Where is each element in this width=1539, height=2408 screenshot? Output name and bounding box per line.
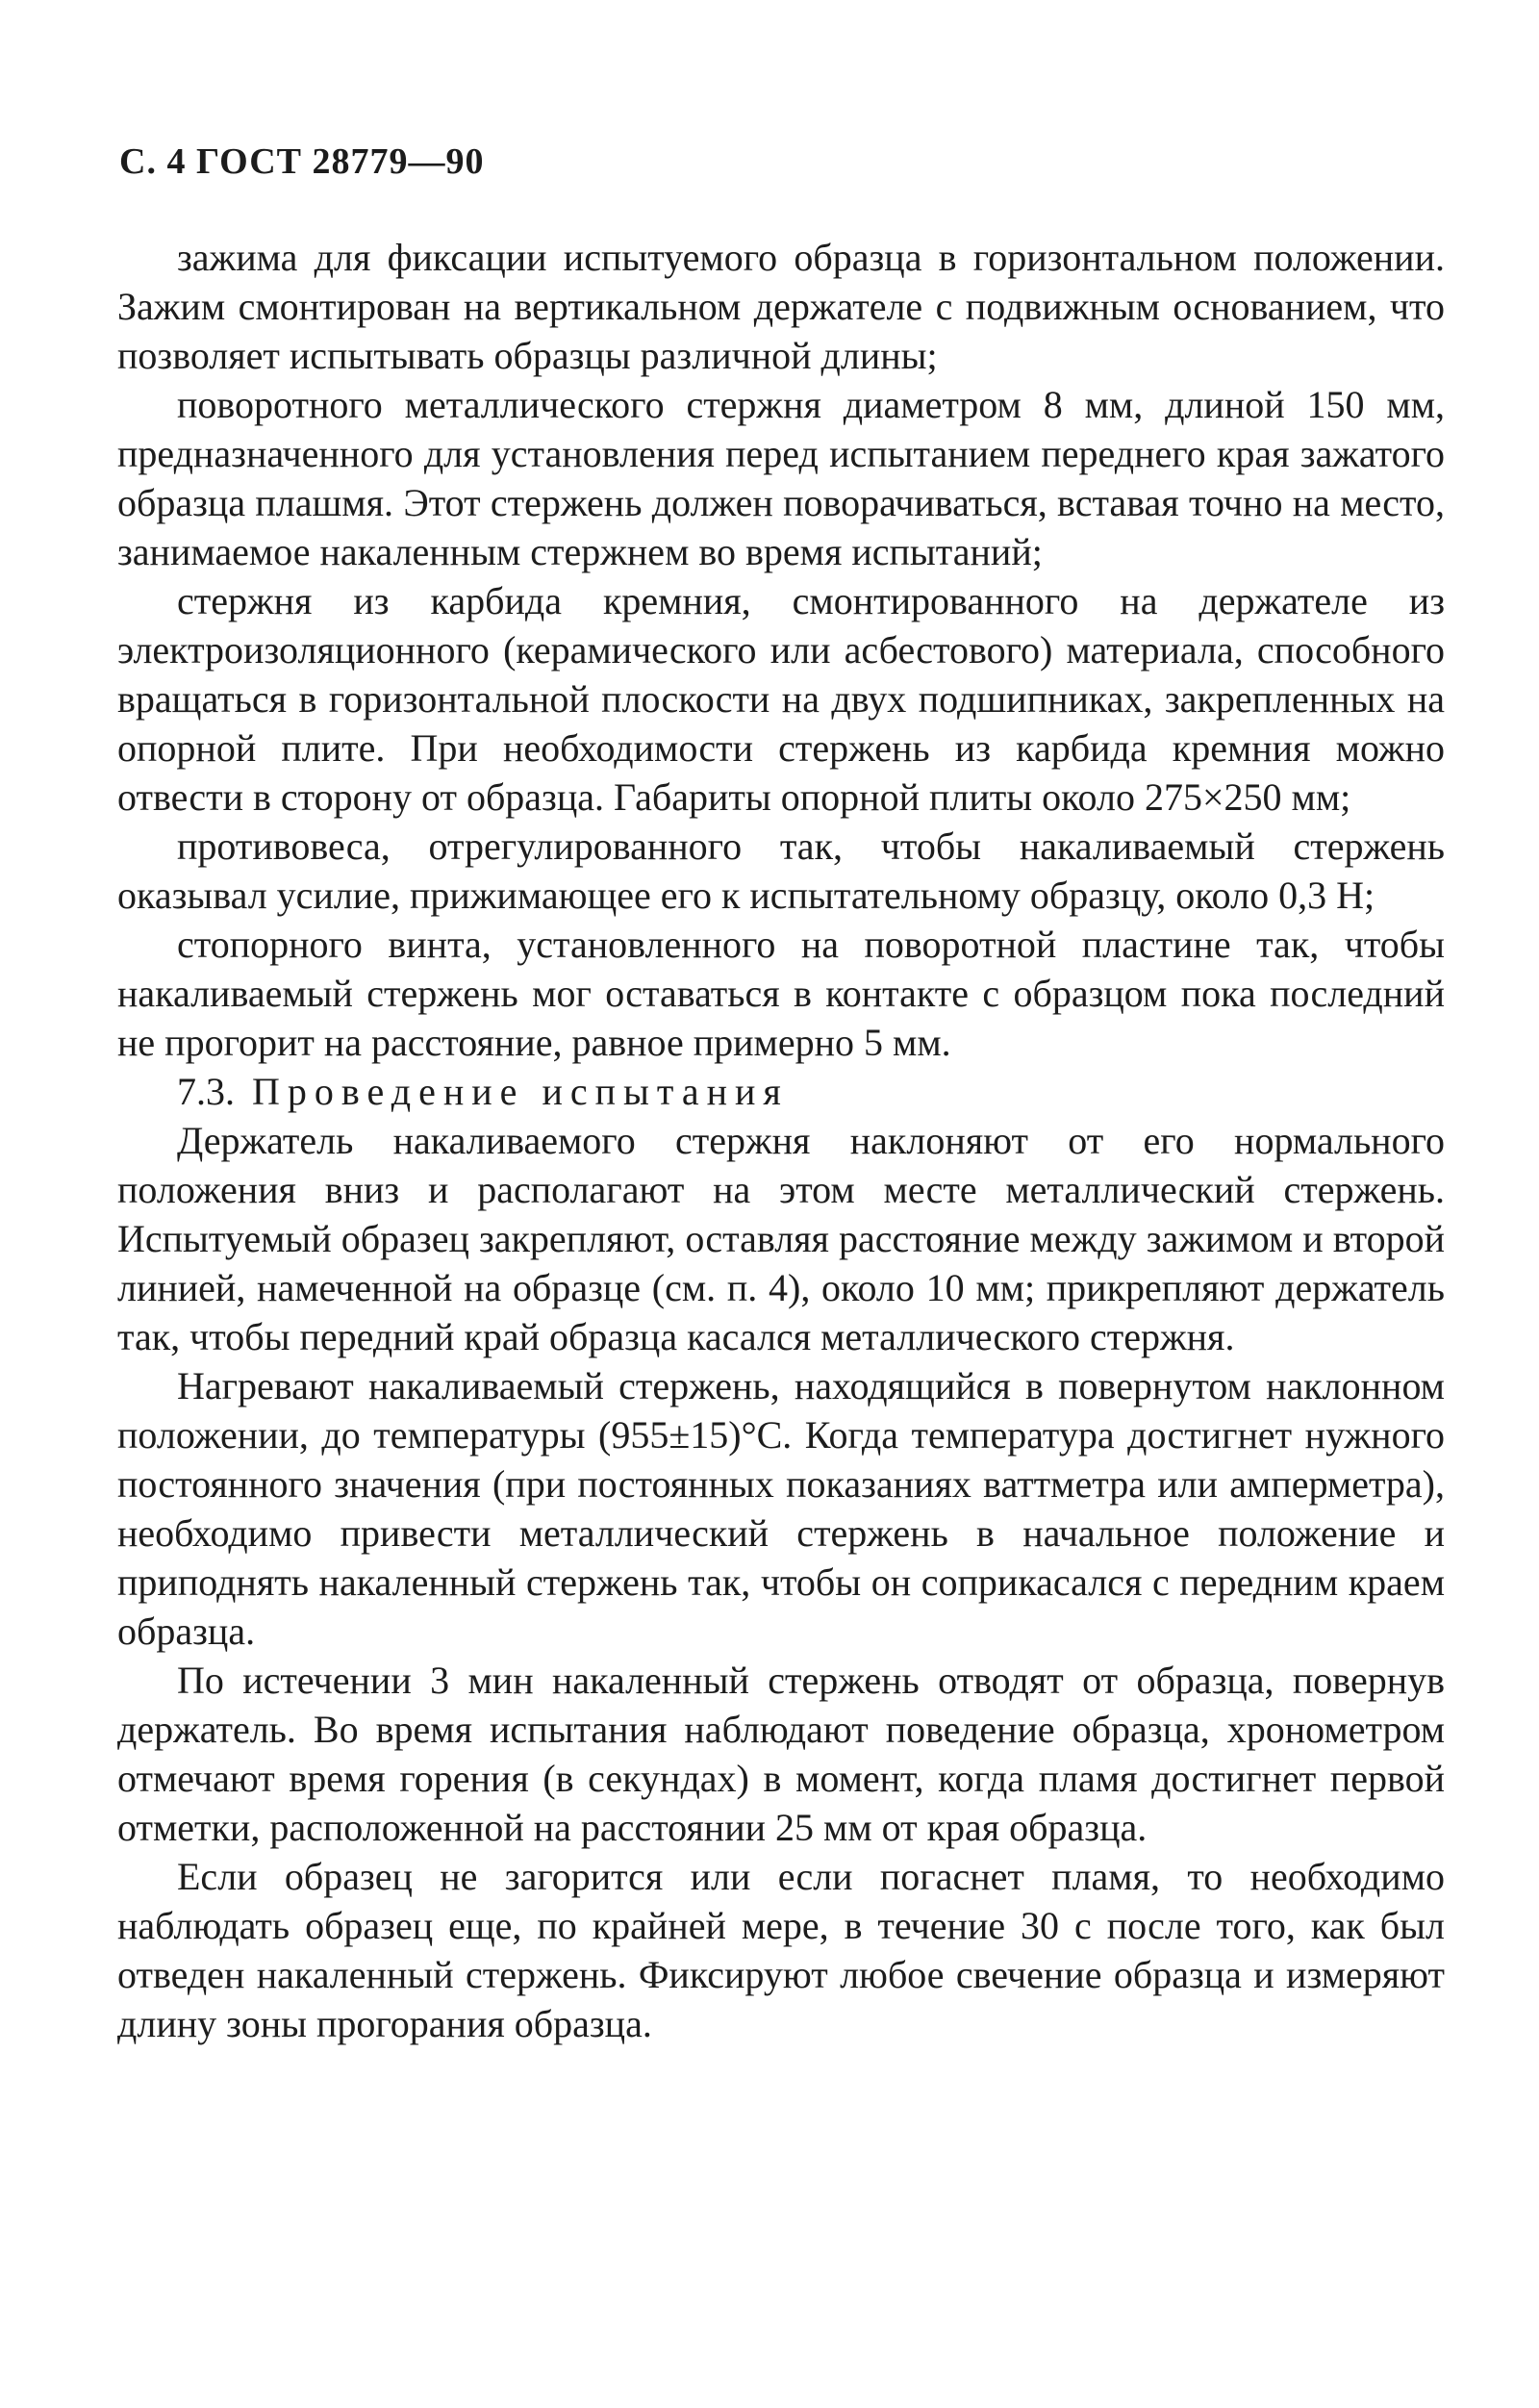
paragraph: Держатель накаливаемого стержня наклоняют от его нормального положения вниз и располагают на этом месте металлический стержень. Испытуемый образец закрепляют, оставляя расстояние между зажимом и второй линией, намеченной на образце (см. п. 4), около 10 мм; прикрепляют держатель так, чтобы передний край образца касался металлического стержня.	[117, 1119, 1445, 1358]
paragraph: Нагревают накаливаемый стержень, находящийся в повернутом наклонном положении, до температуры (955±15)°С. Когда температура достигнет нужного постоянного значения (при постоянных показаниях ваттметра или амперметра), необходимо привести металлический стержень в начальное положение и приподнять накаленный стержень так, чтобы он соприкасался с передним краем образца.	[117, 1364, 1445, 1653]
paragraph: зажима для фиксации испытуемого образца в горизонтальном положении. Зажим смонтирован на вертикальном держателе с подвижным основанием, что позволяет испытывать образцы различной длины;	[117, 236, 1445, 377]
paragraph: По истечении 3 мин накаленный стержень отводят от образца, повернув держатель. Во время испытания наблюдают поведение образца, хронометром отмечают время горения (в секундах) в момент, когда пламя достигнет первой отметки, расположенной на расстоянии 25 мм от края образца.	[117, 1659, 1445, 1849]
paragraph: противовеса, отрегулированного так, чтобы накаливаемый стержень оказывал усилие, прижимающее его к испытательному образцу, около 0,3 Н;	[117, 824, 1445, 917]
paragraph: стержня из карбида кремния, смонтированного на держателе из электроизоляционного (керамического или асбестового) материала, способного вращаться в горизонтальной плоскости на двух подшипниках, закрепленных на опорной плите. При необходимости стержень из карбида кремния можно отвести в сторону от образца. Габариты опорной плиты около 275×250 мм;	[117, 579, 1445, 819]
section-heading	[117, 1067, 1445, 1116]
page-header: С. 4 ГОСТ 28779—90	[119, 141, 485, 182]
body-text	[117, 233, 1445, 2048]
section-number: 7.3.	[177, 1070, 235, 1113]
paragraph: поворотного металлического стержня диаметром 8 мм, длиной 150 мм, предназначенного для установления перед испытанием переднего края зажатого образца плашмя. Этот стержень должен поворачиваться, вставая точно на место, занимаемое накаленным стержнем во время испытаний;	[117, 383, 1445, 573]
paragraph: Если образец не загорится или если погаснет пламя, то необходимо наблюдать образец еще, по крайней мере, в течение 30 с после того, как был отведен накаленный стержень. Фиксируют любое свечение образца и измеряют длину зоны прогорания образца.	[117, 1855, 1445, 2045]
section-title: Проведение испытания	[252, 1070, 789, 1113]
paragraph: стопорного винта, установленного на поворотной пластине так, чтобы накаливаемый стержень мог оставаться в контакте с образцом пока последний не прогорит на расстояние, равное примерно 5 мм.	[117, 923, 1445, 1064]
